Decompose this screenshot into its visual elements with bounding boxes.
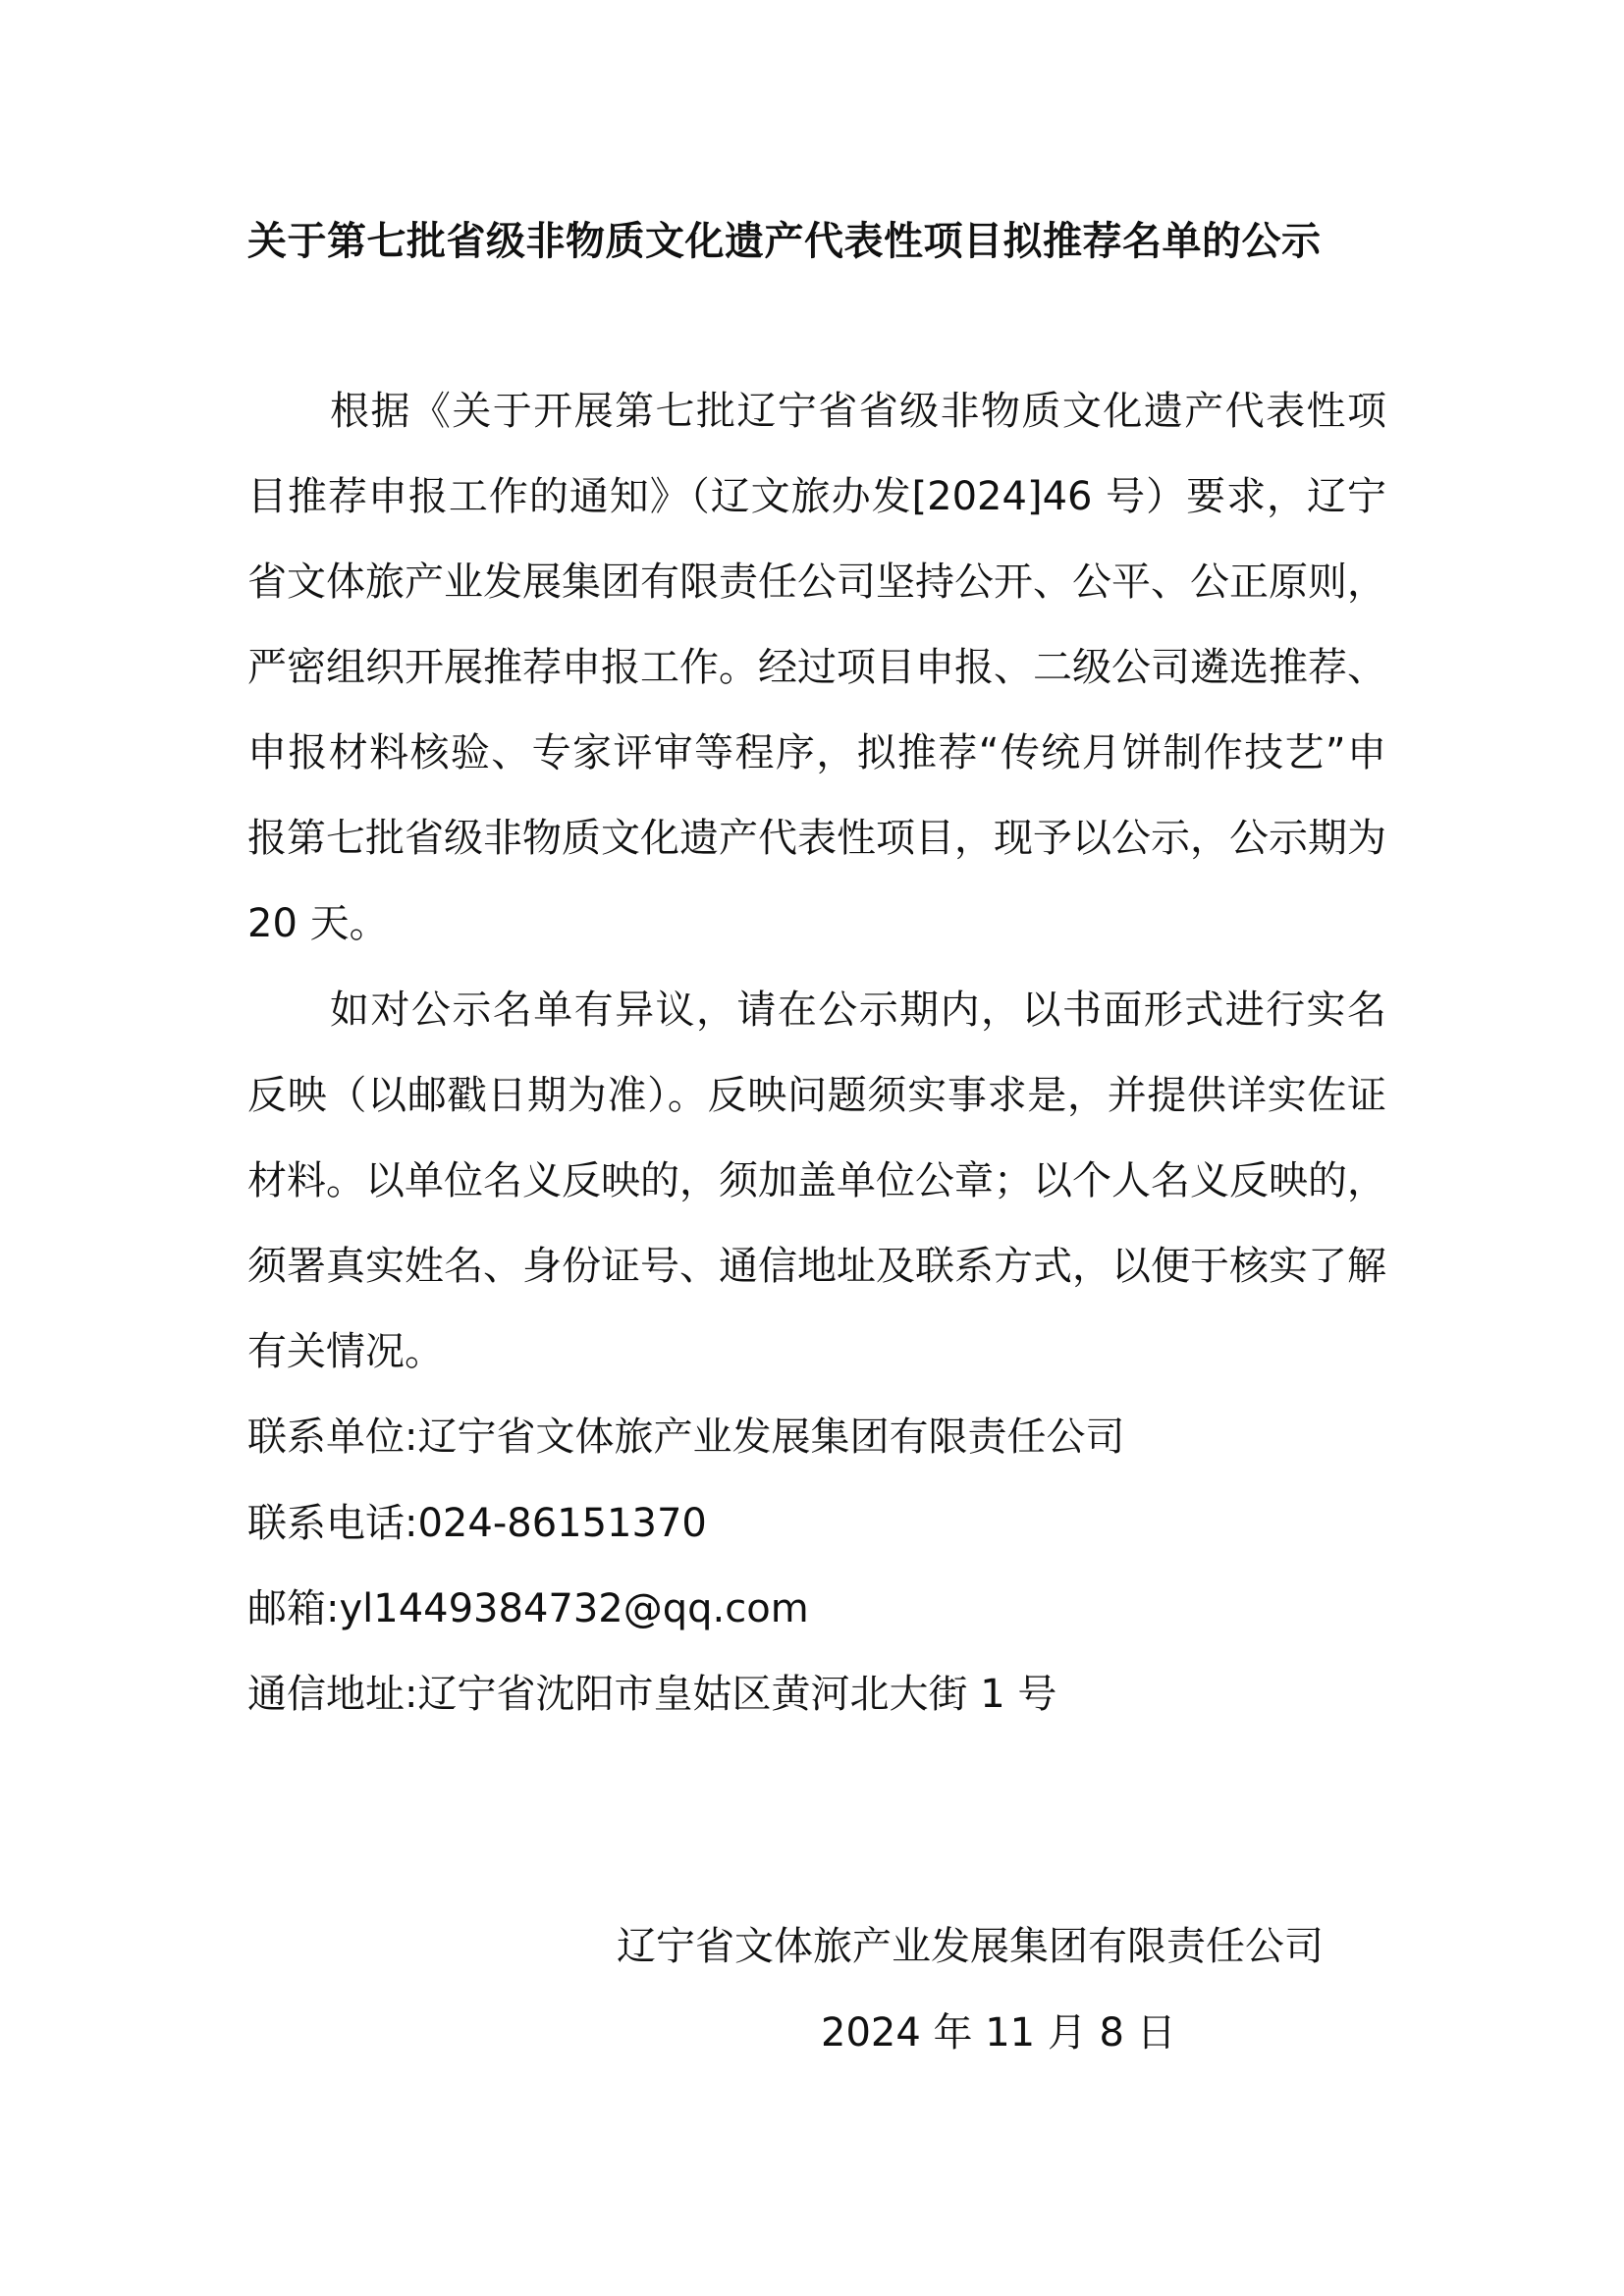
page-title: 关于第七批省级非物质文化遗产代表性项目拟推荐名单的公示: [247, 219, 1322, 264]
signature-organization: 辽宁省文体旅产业发展集团有限责任公司: [617, 1924, 1324, 1969]
body-paragraph-2: 如对公示名单有异议，请在公示期内，以书面形式进行实名反映（以邮戳日期为准）。反映问题须实事求是，并提供详实佐证材料。以单位名义反映的，须加盖单位公章；以个人名义反映的，须署真实姓名、身份证号、通信地址及联系方式，以便于核实了解有关情况。: [247, 988, 1386, 1374]
contact-address: 通信地址:辽宁省沈阳市皇姑区黄河北大街 1 号: [247, 1672, 1057, 1717]
contact-unit: 联系单位:辽宁省文体旅产业发展集团有限责任公司: [247, 1415, 1125, 1460]
contact-phone: 联系电话:024-86151370: [247, 1501, 707, 1546]
signature-date: 2024 年 11 月 8 日: [821, 2010, 1176, 2056]
contact-email: 邮箱:yl1449384732@qq.com: [247, 1586, 809, 1631]
body-paragraph-1: 根据《关于开展第七批辽宁省省级非物质文化遗产代表性项目推荐申报工作的通知》（辽文旅办发[2024]46 号）要求，辽宁省文体旅产业发展集团有限责任公司坚持公开、公平、公正原则，严密组织开展推荐申报工作。经过项目申报、二级公司遴选推荐、申报材料核验、专家评审等程序，拟推荐“传统月饼制作技艺”申报第七批省级非物质文化遗产代表性项目，现予以公示，公示期为 20 天。: [247, 389, 1386, 946]
